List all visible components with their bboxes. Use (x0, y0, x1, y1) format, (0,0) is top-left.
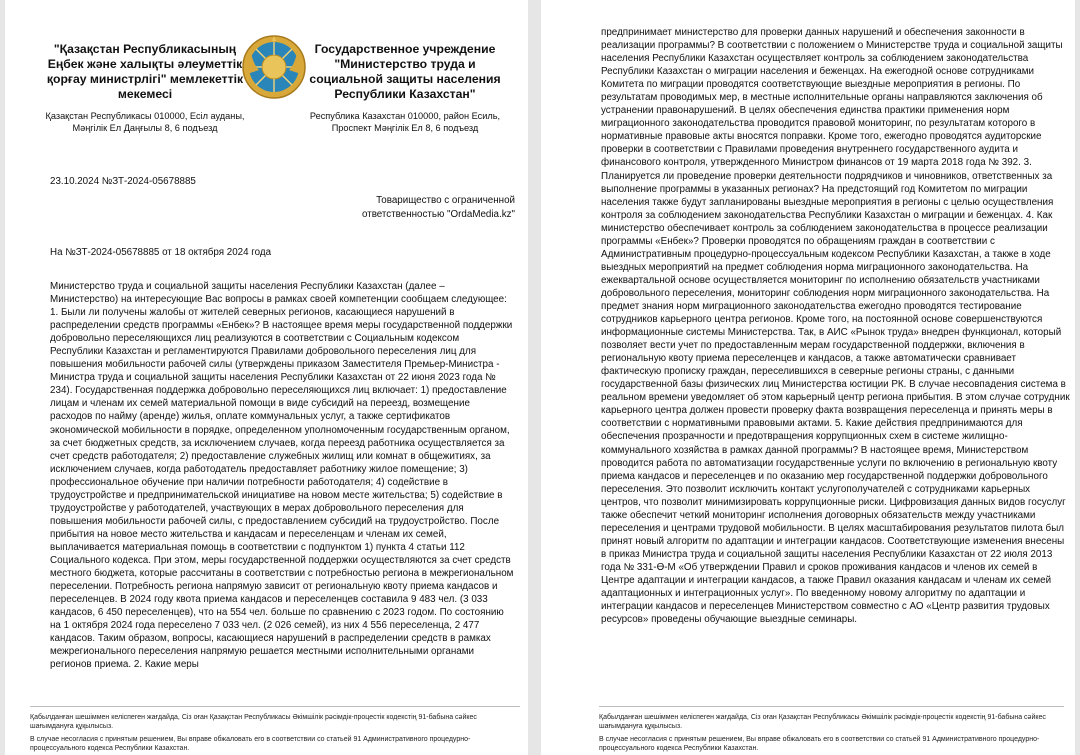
letter-body-page-1: Министерство труда и социальной защиты населения Республики Казахстан (далее – Министерство) на интересующие Вас вопросы в рамках своей компетенции сообщаем следующее: 1. Были ли получены жалобы от жителей северных регионов, касающиеся нарушений в распределении средств программы «Енбек»? В настоящее время меры государственной поддержки добровольно переселяющихся лиц реализуются в соответствии с Социальным кодексом Республики Казахстан и регламентируются Правилами добровольного переселения лиц для повышения мобильности рабочей силы (утверждены приказом Заместителя Премьер-Министра - Министра труда и социальной защиты населения Республики Казахстан от 22 июня 2023 года № 234). Государственная поддержка добровольно переселяющихся лиц включает: 1) предоставление лицам и членам их семей материальной помощи в виде субсидий на переезд, возмещение расходов по найму (аренде) жилья, оплате коммунальных услуг, а также сертификатов экономической мобильности в порядке, определенном уполномоченным государственным органом, за счет бюджетных средств, за исключением случаев, когда переезд работника осуществляется за счет средств работодателя; 2) предоставление служебных жилищ или комнат в общежитиях, за исключением случаев, когда работодатель предоставляет работнику жилое помещение; 3) профессиональное обучение при наличии потребности работодателя; 4) содействие в трудоустройстве и предпринимательской инициативе на новом месте жительства; 5) содействие в трудоустройстве у работодателей, участвующих в мерах добровольного переселения для повышения мобильности рабочей силы, с предоставлением субсидий на трудоустройство. После прибытия на новое место жительства и кандасам и переселенцам и членам их семей, выплачивается материальная помощь в соответствии с подпунктом 1) пункта 4 статьи 112 Социального кодекса. При этом, меры государственной поддержки осуществляются за счет средств местного бюджета, которые рассчитаны в соответствии с потребностью региона в межрегиональном переселении. Потребность региона напрямую зависит от региональную квоту приема кандасов и переселенцев. В 2024 году квота приема кандасов и переселенцев составила 9 483 чел. (3 033 кандасов, 6 450 переселенцев), что на 554 чел. больше по сравнению с 2023 годом. По состоянию на 1 октября 2024 года переселено 7 033 чел. (2 026 семей), из них 4 556 переселенца, 2 477 кандасов. Таким образом, вопросы, касающиеся нарушений в распределении средств в рамках межрегионального переселения напрямую решается местными исполнительными органами регионов приема. 2. Какие меры (50, 281, 514, 671)
reference-number: На №ЗТ-2024-05678885 от 18 октября 2024 года (50, 247, 272, 258)
footer-notice (30, 706, 520, 753)
letter-page-2 (541, 0, 1075, 755)
header-right-address: Республика Казахстан 010000, район Есиль, Проспект Мәңгілік Ел 8, 6 подъезд (309, 111, 501, 133)
addressee: Товарищество с ограниченной ответственностью "OrdaMedia.kz" (361, 195, 515, 220)
footer-notice-ru: В случае несогласия с принятым решением, Вы вправе обжаловать его в соответствии со статьей 91 Административного процедурно-процессуального кодекса Республики Казахстан. (30, 736, 471, 752)
header-left-address: Қазақстан Республикасы 010000, Есіл ауданы, Мәңгілік Ел Даңғылы 8, 6 подъезд (45, 111, 245, 133)
header-left-title: "Қазақстан Республикасының Еңбек және халықты әлеуметтік қорғау министрлігі" мемлекеттік мекемесі (46, 42, 244, 101)
footer-notice-ru: В случае несогласия с принятым решением, Вы вправе обжаловать его в соответствии со статьей 91 Административного процедурно-процессуального кодекса Республики Казахстан. (599, 736, 1040, 752)
registration-number: 23.10.2024 №ЗТ-2024-05678885 (50, 176, 196, 187)
footer-notice (599, 706, 1064, 753)
header-right-title: Государственное учреждение "Министерство труда и социальной защиты населения Республики Казахстан" (309, 42, 501, 101)
letter-page-1 (5, 0, 528, 755)
kazakhstan-emblem-icon (241, 34, 307, 100)
letter-body-page-2: предпринимает министерство для проверки данных нарушений и обеспечения законности в реализации программы? В соответствии с положением о Министерстве труда и социальной защиты населения Республики Казахстан осуществляет контроль за соблюдением законодательства Республики Казахстан о миграции населения и беженцах. На ежегодной основе сотрудниками Комитета по миграции проводятся соответствующие выездные мероприятия в регионы. По результатам проводимых мер, в местные исполнительные органы направляются заключения об устранении правонарушений. В целях обеспечения единства практики применения норм миграционного законодательства проводится правовой мониторинг, по результатам которого в нормативные правовые акты вносятся поправки. Кроме того, ежегодно проводятся аудиторские проверки в соответствии с Правилами проведения внутреннего государственного аудита и финансового контроля, утвержденного Министром финансов от 19 марта 2018 года № 392. 3. Планируется ли проведение проверки деятельности подрядчиков и чиновников, ответственных за выполнение программы в указанных регионах? На предстоящий год Комитетом по миграции населения также будут запланированы выездные мероприятия в регионы с целью осуществления контроля за соблюдением законодательства Республики Казахстан о миграции и беженцах. 4. Как министерство обеспечивает контроль за соблюдением законодательства в процессе реализации программы «Енбек»? Проверки проводятся по обращениям граждан в соответствии с Административным процедурно-процессуальным кодексом Республики Казахстан, а также в ходе выездных мероприятий на предмет соблюдения норма миграционного законодательства. На ежеквартальной основе осуществляется мониторинг по исполнению обязательств участниками добровольного переселения, мониторинг соблюдения норм миграционного законодательства. На предмет знания норм миграционного законодательства ежегодно проводятся тестирование сотрудников карьерного центра регионов. Кроме того, на постоянной основе совершенствуются информационные системы Министерства. Так, в АИС «Рынок труда» внедрен функционал, который позволяет вести учет по предоставленным мерам государственной поддержки, включения в региональную квоту приема переселенцев и кандасов, а также автоматически сравнивает фактическую прописку граждан, переселившихся в северные регионы страны, с данными государственной базы физических лиц Министерства юстиции РК. В случае несовпадения система в реальном времени уведомляет об этом карьерный центр региона прибытия. В этом случае сотрудник карьерного центра должен провести проверку факта возвращения переселенца и принять меры в соответствии с нормативными правовыми актами. 5. Какие действия предпринимаются для обеспечения прозрачности и предотвращения коррупционных схем в системе жилищно-коммунального хозяйства в рамках данной программы? В настоящее время, Министерством проводится работа по автоматизации государственные услуги по включению в региональную квоту приема кандасов и переселенцев и по оказанию мер государственной поддержки добровольного переселения. Это позволит исключить контакт услугополучателей с сотрудниками карьерных центров, что позволит минимизировать коррупционные риски. Цифровизация данных видов госуслуг также обеспечит четкий мониторинг исполнения договорных обязательств между участниками переселения и центрами трудовой мобильности. В целях масштабирования результатов пилота был принят новый алгоритм по адаптации и интеграции кандасов. Соответствующие изменения внесены в приказ Министра труда и социальной защиты населения Республики Казахстан от 22 июля 2013 года № 331-Ө-М «Об утверждении Правил и сроков проживания кандасов и членов их семей в Центре адаптации и интеграции кандасов, а также Правил оказания кандасам и членам их семей адаптационных и интеграционных услуг». По введенному новому алгоритму по адаптации и интеграции кандасов и переселенцев Министерством совместно с АО «Центр развития трудовых ресурсов» проведены обучающие выездные семинары. (601, 27, 1070, 626)
footer-notice-kz: Қабылданған шешіммен келіспеген жағдайда, Сіз оған Қазақстан Республикасы Әкімшілік рәсімдік-процестік кодекстің 91-бабына сәйкес шағымдануға құқылысыз. (599, 714, 1046, 730)
footer-notice-kz: Қабылданған шешіммен келіспеген жағдайда, Сіз оған Қазақстан Республикасы Әкімшілік рәсімдік-процестік кодекстің 91-бабына сәйкес шағымдануға құқылысыз. (30, 714, 477, 730)
